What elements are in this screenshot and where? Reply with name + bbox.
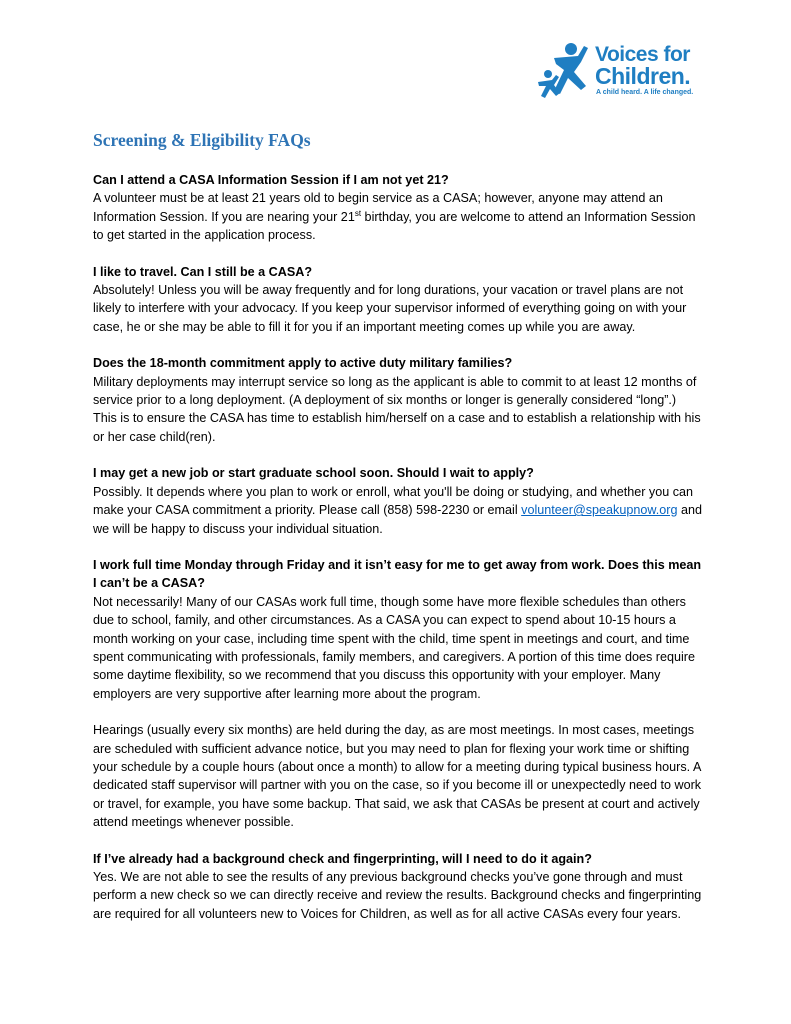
faq-answer: Military deployments may interrupt service so long as the applicant is able to commit to at least 12 months of service prior to a long deployment. (A deployment of six months or longer is generally considered “long”.) This is to ensure the CASA has time to establish him/herself on a case and to establish a relationship with his or her case child(ren). (93, 374, 701, 444)
faq-answer: Absolutely! Unless you will be away frequently and for long durations, your vacation or travel plans are not likely to interfere with your advocacy. If you keep your supervisor informed of everything going on with your case, he or she may be able to fill it for you if an important meeting comes up while you are away. (93, 283, 687, 334)
voices-for-children-logo (534, 42, 704, 102)
logo-tagline: A child heard. A life changed. (596, 89, 694, 96)
page-title: Screening & Eligibility FAQs (93, 130, 311, 150)
logo-wordmark-line2: Children. (595, 63, 691, 89)
faq-answer: Yes. We are not able to see the results of any previous background checks you’ve gone through and must perform a new check so we can directly receive and review the results. Background checks and fingerprinting are required for all volunteers new to Voices for Children, as well as for all active CASAs every four years. (93, 870, 702, 921)
faq-question: I may get a new job or start graduate school soon. Should I wait to apply? (93, 466, 534, 481)
faq-question: If I’ve already had a background check and fingerprinting, will I need to do it again? (93, 851, 592, 866)
faq-content (93, 130, 703, 941)
faq-answer: Hearings (usually every six months) are held during the day, as are most meetings. In most cases, meetings are scheduled with sufficient advance notice, but you may need to plan for flexing your work time or shifting your schedule by a couple hours (about once a month) to allow for a meeting during typical business hours. A dedicated staff supervisor will partner with you on the case, so if you become ill or unexpectedly need to work or travel, for example, you have some backup. That said, we ask that CASAs be present at court and actively attend meetings whenever possible. (93, 723, 702, 830)
faq-item (93, 171, 703, 245)
faq-answer: A volunteer must be at least 21 years old to begin service as a CASA; however, anyone may attend an Information Session. If you are nearing your 21st birthday, you are welcome to attend an Information Session to get started in the application process. (93, 191, 696, 243)
email-link[interactable]: volunteer@speakupnow.org (521, 503, 678, 518)
faq-item (93, 354, 703, 446)
faq-question: I work full time Monday through Friday and it isn’t easy for me to get away from work. Does this mean I can’t be a CASA? (93, 557, 702, 591)
faq-answer: Possibly. It depends where you plan to work or enroll, what you'll be doing or studying, and whether you can make your CASA commitment a priority. Please call (858) 598-2230 or email volunteer@speakupnow.org and we will be happy to discuss your individual situation. (93, 484, 702, 536)
faq-item (93, 464, 703, 538)
logo-wordmark-line1: Voices for (595, 43, 690, 66)
faq-item (93, 850, 703, 924)
faq-question: I like to travel. Can I still be a CASA? (93, 264, 313, 279)
faq-answer: Not necessarily! Many of our CASAs work full time, though some have more flexible schedules than others due to school, family, and other circumstances. As a CASA you can expect to spend about 10-15 hours a month working on your case, including time spent with the child, time spent in meetings and court, and time spent communicating with professionals, family members, and caregivers. A portion of this time does require some daytime flexibility, so we recommend that you discuss this opportunity with your employer. Many employers are very supportive after learning more about the program. (93, 594, 695, 701)
faq-question: Can I attend a CASA Information Session if I am not yet 21? (93, 173, 449, 187)
faq-item (93, 556, 703, 832)
faq-question: Does the 18-month commitment apply to active duty military families? (93, 356, 513, 371)
running-figures-icon (534, 42, 592, 100)
faq-item (93, 263, 703, 337)
